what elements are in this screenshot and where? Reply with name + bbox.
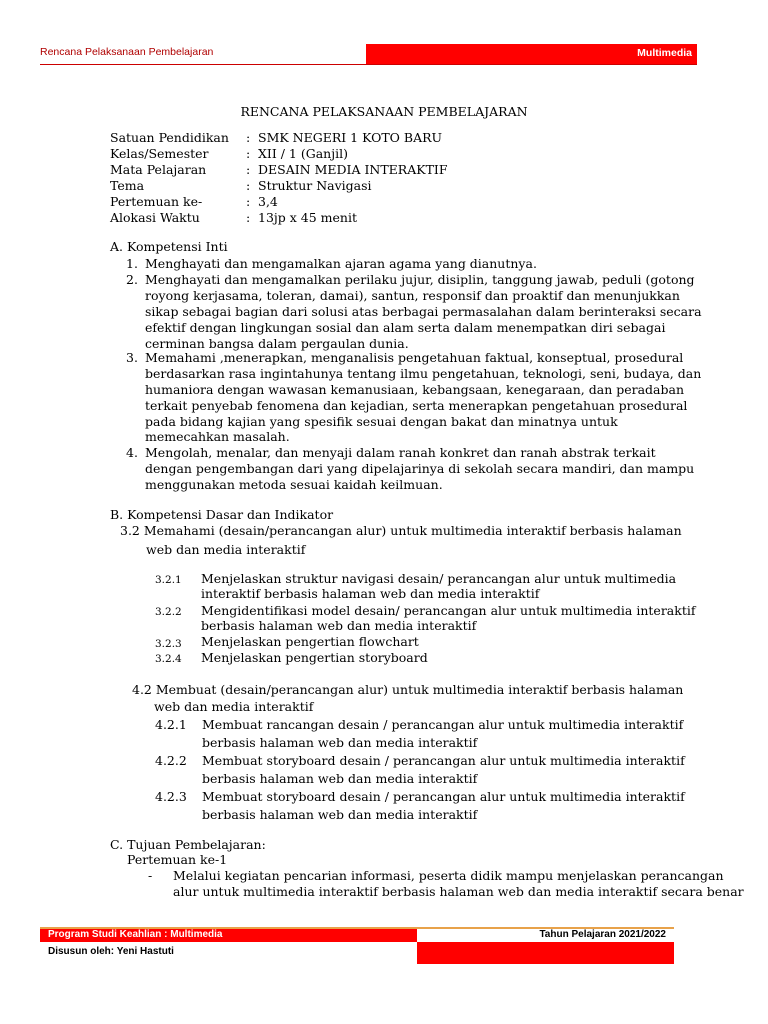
kd-statement: web dan media interaktif — [146, 542, 306, 557]
identity-value: 3,4 — [258, 194, 278, 209]
ki-text: terkait penyebab fenomena dan kejadian, serta menerapkan pengetahuan prosedural — [145, 398, 688, 413]
ki-text: dengan pengembangan dari yang dipelajarinya di sekolah secara mandiri, dan mampu — [145, 461, 695, 476]
ki-text: berdasarkan rasa ingintahunya tentang ilmu pengetahuan, teknologi, seni, budaya, dan — [145, 366, 702, 381]
identity-colon: : — [246, 146, 251, 161]
ki-text: menggunakan metoda sesuai kaidah keilmuan. — [145, 477, 443, 492]
indicator-text: Menjelaskan pengertian storyboard — [201, 650, 428, 665]
footer-author: Disusun oleh: Yeni Hastuti — [48, 946, 174, 957]
identity-label: Pertemuan ke- — [110, 194, 203, 209]
identity-label: Mata Pelajaran — [110, 162, 207, 177]
indicator-text: Menjelaskan pengertian flowchart — [201, 634, 419, 649]
kd-statement: 4.2 Membuat (desain/perancangan alur) untuk multimedia interaktif berbasis halaman — [132, 682, 684, 697]
header-subject: Multimedia — [637, 47, 692, 59]
ki-text: Menghayati dan mengamalkan ajaran agama yang dianutnya. — [145, 256, 537, 271]
indicator-number: 3.2.1 — [155, 574, 182, 586]
indicator-text: berbasis halaman web dan media interaktif — [202, 771, 478, 786]
identity-value: 13jp x 45 menit — [258, 210, 357, 225]
ki-text: Menghayati dan mengamalkan perilaku jujur, disiplin, tanggung jawab, peduli (gotong — [145, 272, 695, 287]
objective-text: Melalui kegiatan pencarian informasi, peserta didik mampu menjelaskan perancangan — [173, 868, 724, 883]
indicator-number: 3.2.2 — [155, 606, 182, 618]
indicator-text: Membuat storyboard desain / perancangan alur untuk multimedia interaktif — [202, 789, 685, 804]
ki-text: pada bidang kajian yang spesifik sesuai dengan bakat dan minatnya untuk — [145, 414, 618, 429]
footer-red-block — [417, 942, 674, 964]
meeting-label: Pertemuan ke-1 — [127, 852, 228, 867]
ki-number: 4. — [126, 445, 138, 460]
indicator-text: Mengidentifikasi model desain/ perancangan alur untuk multimedia interaktif — [201, 603, 696, 618]
indicator-text: berbasis halaman web dan media interaktif — [201, 618, 477, 633]
ki-text: Memahami ,menerapkan, menganalisis pengetahuan faktual, konseptual, prosedural — [145, 350, 684, 365]
indicator-text: interaktif berbasis halaman web dan media interaktif — [201, 586, 540, 601]
bullet-dash: - — [148, 868, 153, 883]
footer-program: Program Studi Keahlian : Multimedia — [48, 929, 223, 940]
identity-label: Kelas/Semester — [110, 146, 209, 161]
identity-value: XII / 1 (Ganjil) — [258, 146, 348, 161]
ki-text: sikap sebagai bagian dari solusi atas berbagai permasalahan dalam berinteraksi secara — [145, 304, 702, 319]
identity-colon: : — [246, 162, 251, 177]
indicator-text: Membuat rancangan desain / perancangan alur untuk multimedia interaktif — [202, 717, 684, 732]
indicator-number: 4.2.1 — [155, 717, 187, 732]
ki-number: 2. — [126, 272, 138, 287]
ki-number: 3. — [126, 350, 138, 365]
indicator-text: berbasis halaman web dan media interaktif — [202, 735, 478, 750]
page-title: RENCANA PELAKSANAAN PEMBELAJARAN — [240, 104, 528, 119]
identity-value: Struktur Navigasi — [258, 178, 372, 193]
kd-statement: web dan media interaktif — [154, 699, 314, 714]
header-divider — [40, 64, 697, 65]
section-heading-ki: A. Kompetensi Inti — [110, 239, 228, 254]
ki-text: memecahkan masalah. — [145, 429, 290, 444]
indicator-number: 4.2.2 — [155, 753, 187, 768]
objective-text: alur untuk multimedia interaktif berbasis halaman web dan media interaktif secara benar — [173, 884, 744, 899]
identity-colon: : — [246, 194, 251, 209]
kd-statement: 3.2 Memahami (desain/perancangan alur) untuk multimedia interaktif berbasis halaman — [120, 523, 682, 538]
section-heading-tujuan: C. Tujuan Pembelajaran: — [110, 837, 266, 852]
identity-colon: : — [246, 210, 251, 225]
indicator-number: 3.2.3 — [155, 638, 182, 650]
ki-text: Mengolah, menalar, dan menyaji dalam ranah konkret dan ranah abstrak terkait — [145, 445, 656, 460]
ki-text: efektif dengan lingkungan sosial dan alam serta dalam menempatkan diri sebagai — [145, 320, 666, 335]
identity-colon: : — [246, 130, 251, 145]
ki-text: cerminan bangsa dalam pergaulan dunia. — [145, 336, 409, 351]
identity-label: Tema — [110, 178, 145, 193]
indicator-text: Membuat storyboard desain / perancangan alur untuk multimedia interaktif — [202, 753, 685, 768]
indicator-text: Menjelaskan struktur navigasi desain/ perancangan alur untuk multimedia — [201, 571, 677, 586]
indicator-number: 3.2.4 — [155, 653, 182, 665]
ki-number: 1. — [126, 256, 138, 271]
identity-value: SMK NEGERI 1 KOTO BARU — [258, 130, 443, 145]
section-heading-kd: B. Kompetensi Dasar dan Indikator — [110, 507, 334, 522]
identity-colon: : — [246, 178, 251, 193]
ki-text: royong kerjasama, toleran, damai), santun, responsif dan proaktif dan menunjukkan — [145, 288, 680, 303]
footer-year: Tahun Pelajaran 2021/2022 — [539, 929, 666, 940]
indicator-number: 4.2.3 — [155, 789, 187, 804]
identity-value: DESAIN MEDIA INTERAKTIF — [258, 162, 448, 177]
identity-label: Satuan Pendidikan — [110, 130, 229, 145]
ki-text: humaniora dengan wawasan kemanusiaan, kebangsaan, kenegaraan, dan peradaban — [145, 382, 685, 397]
indicator-text: berbasis halaman web dan media interaktif — [202, 807, 478, 822]
identity-label: Alokasi Waktu — [110, 210, 200, 225]
header-doc-title: Rencana Pelaksanaan Pembelajaran — [40, 46, 214, 58]
